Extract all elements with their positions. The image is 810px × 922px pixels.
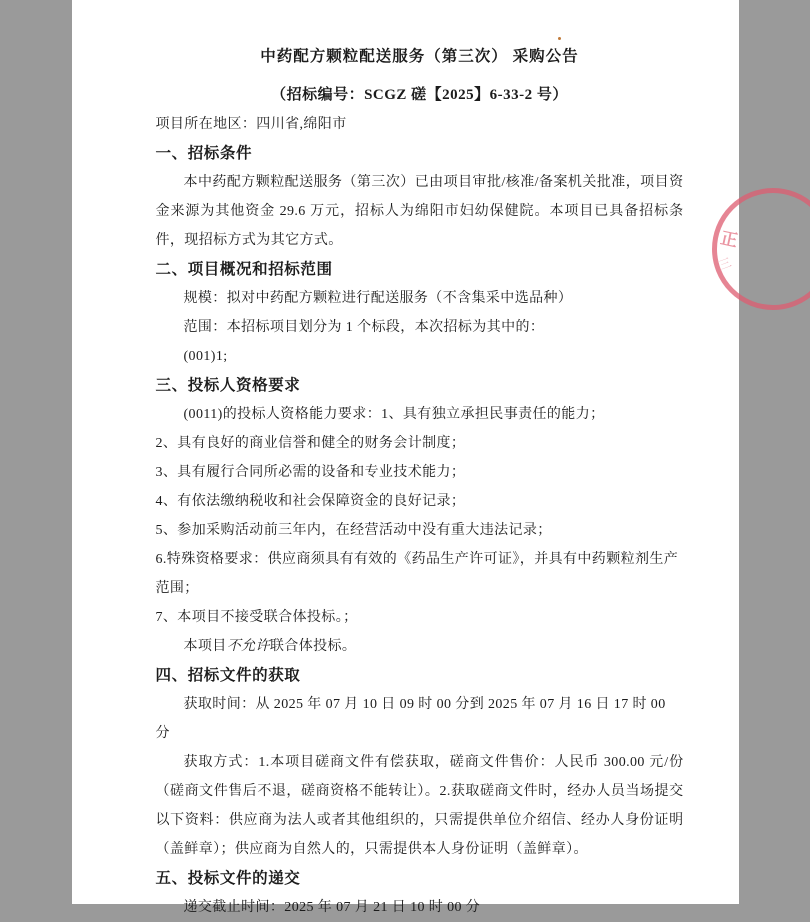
red-seal-stamp [712, 188, 810, 310]
section1-paragraph: 本中药配方颗粒配送服务（第三次）已由项目审批/核准/备案机关批准，项目资金来源为其他资金 29.6 万元，招标人为绵阳市妇幼保健院。本项目已具备招标条件，现招标方式为其它方式。 [156, 168, 684, 255]
qualification-req-6: 6.特殊资格要求：供应商须具有有效的《药品生产许可证》，并具有中药颗粒剂生产范围； [156, 545, 684, 603]
joint-venture-note [156, 632, 684, 661]
section4-heading: 四、招标文件的获取 [156, 661, 684, 690]
project-scale: 规模：拟对中药配方颗粒进行配送服务（不含集采中选品种） [156, 284, 684, 313]
document-page [72, 0, 739, 904]
section5-heading: 五、投标文件的递交 [156, 864, 684, 893]
jv-note-prefix: 本项目 [184, 639, 227, 654]
section3-heading: 三、投标人资格要求 [156, 371, 684, 400]
qualification-req-5: 5、参加采购活动前三年内，在经营活动中没有重大违法记录； [156, 516, 684, 545]
tender-number: （招标编号：SCGZ 磋【2025】6-33-2 号） [156, 80, 684, 110]
section1-heading: 一、招标条件 [156, 139, 684, 168]
jv-note-emphasis: 不允许 [227, 639, 270, 654]
stamp-glyph-secondary: 三 [716, 253, 733, 273]
obtain-method: 获取方式：1.本项目磋商文件有偿获取，磋商文件售价：人民币 300.00 元/份（磋商文件售后不退，磋商资格不能转让）。2.获取磋商文件时，经办人员当场提交以下资料：供应商为法人或者其他组织的，只需提供单位介绍信、经办人身份证明（盖鲜章）；供应商为自然人的，只需提供本人身份证明（盖鲜章）。 [156, 748, 684, 864]
page-title: 中药配方颗粒配送服务（第三次） 采购公告 [156, 42, 684, 72]
qualification-req-7: 7、本项目不接受联合体投标。； [156, 603, 684, 632]
project-scope: 范围：本招标项目划分为 1 个标段，本次招标为其中的： [156, 313, 684, 342]
submission-deadline: 递交截止时间：2025 年 07 月 21 日 10 时 00 分 [156, 893, 684, 922]
jv-note-suffix: 联合体投标。 [270, 639, 356, 654]
stamp-glyph: 正 [718, 224, 740, 252]
section2-heading: 二、项目概况和招标范围 [156, 255, 684, 284]
scan-noise-speck [558, 37, 561, 40]
qualification-req-4: 4、有依法缴纳税收和社会保障资金的良好记录； [156, 487, 684, 516]
qualification-req-1: (0011)的投标人资格能力要求：1、具有独立承担民事责任的能力； [156, 400, 684, 429]
obtain-time: 获取时间：从 2025 年 07 月 10 日 09 时 00 分到 2025 年 07 月 16 日 17 时 00 分 [156, 690, 684, 748]
project-location: 项目所在地区：四川省,绵阳市 [156, 110, 684, 139]
qualification-req-3: 3、具有履行合同所必需的设备和专业技术能力； [156, 458, 684, 487]
qualification-req-2: 2、具有良好的商业信誉和健全的财务会计制度； [156, 429, 684, 458]
lot-number: (001)1; [156, 342, 684, 371]
